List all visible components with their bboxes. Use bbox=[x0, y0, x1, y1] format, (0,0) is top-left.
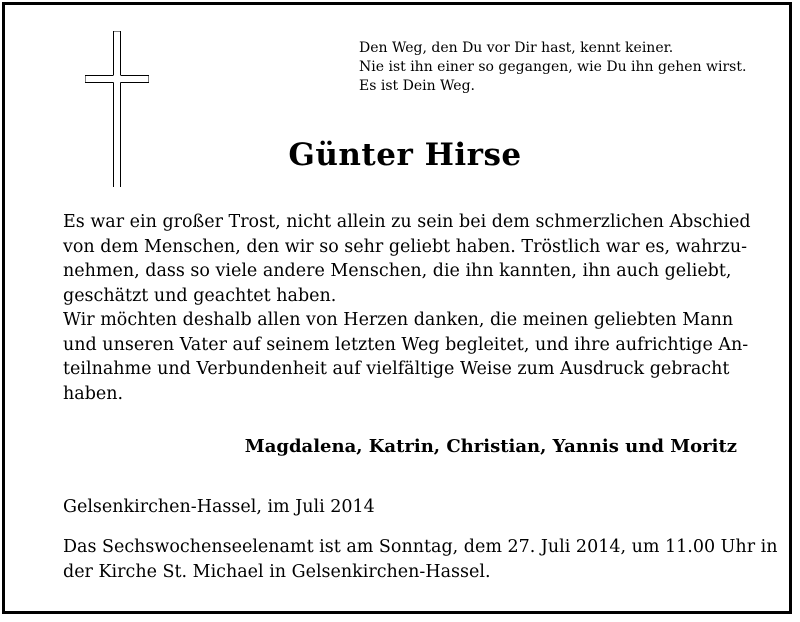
thanks-line: nehmen, dass so viele andere Menschen, die ihn kannten, ihn auch geliebt, bbox=[63, 261, 732, 281]
notice-line: Das Sechswochenseelenamt ist am Sonntag, dem 27. Juli 2014, um 11.00 Uhr in bbox=[63, 537, 778, 557]
mass-notice bbox=[63, 535, 778, 585]
thanks-line: von dem Menschen, den wir so sehr geliebt haben. Tröstlich war es, wahrzu- bbox=[63, 236, 748, 257]
place-and-date: Gelsenkirchen-Hassel, im Juli 2014 bbox=[63, 497, 375, 517]
thanks-line: und unseren Vater auf seinem letzten Weg begleitet, und ihre aufrichtige An- bbox=[63, 334, 749, 355]
motto-line: Den Weg, den Du vor Dir hast, kennt keiner. bbox=[359, 40, 674, 56]
thanks-line: geschätzt und geachtet haben. bbox=[63, 285, 337, 306]
motto-verse bbox=[359, 39, 759, 96]
notice-line: der Kirche St. Michael in Gelsenkirchen-Hassel. bbox=[63, 562, 491, 582]
thanks-line: teilnahme und Verbundenheit auf vielfältige Weise zum Ausdruck gebracht bbox=[63, 359, 730, 379]
motto-line: Es ist Dein Weg. bbox=[359, 78, 475, 94]
motto-line: Nie ist ihn einer so gegangen, wie Du ihn gehen wirst. bbox=[359, 59, 747, 75]
thanks-line: Es war ein großer Trost, nicht allein zu sein bei dem schmerzlichen Abschied bbox=[63, 212, 751, 232]
thanks-line: Wir möchten deshalb allen von Herzen danken, die meinen geliebten Mann bbox=[63, 310, 734, 330]
thanks-line: haben. bbox=[63, 383, 124, 404]
deceased-name: Günter Hirse bbox=[288, 137, 522, 173]
thanks-text bbox=[63, 210, 753, 406]
obituary-notice bbox=[2, 2, 792, 614]
signatories: Magdalena, Katrin, Christian, Yannis und Moritz bbox=[244, 436, 737, 457]
